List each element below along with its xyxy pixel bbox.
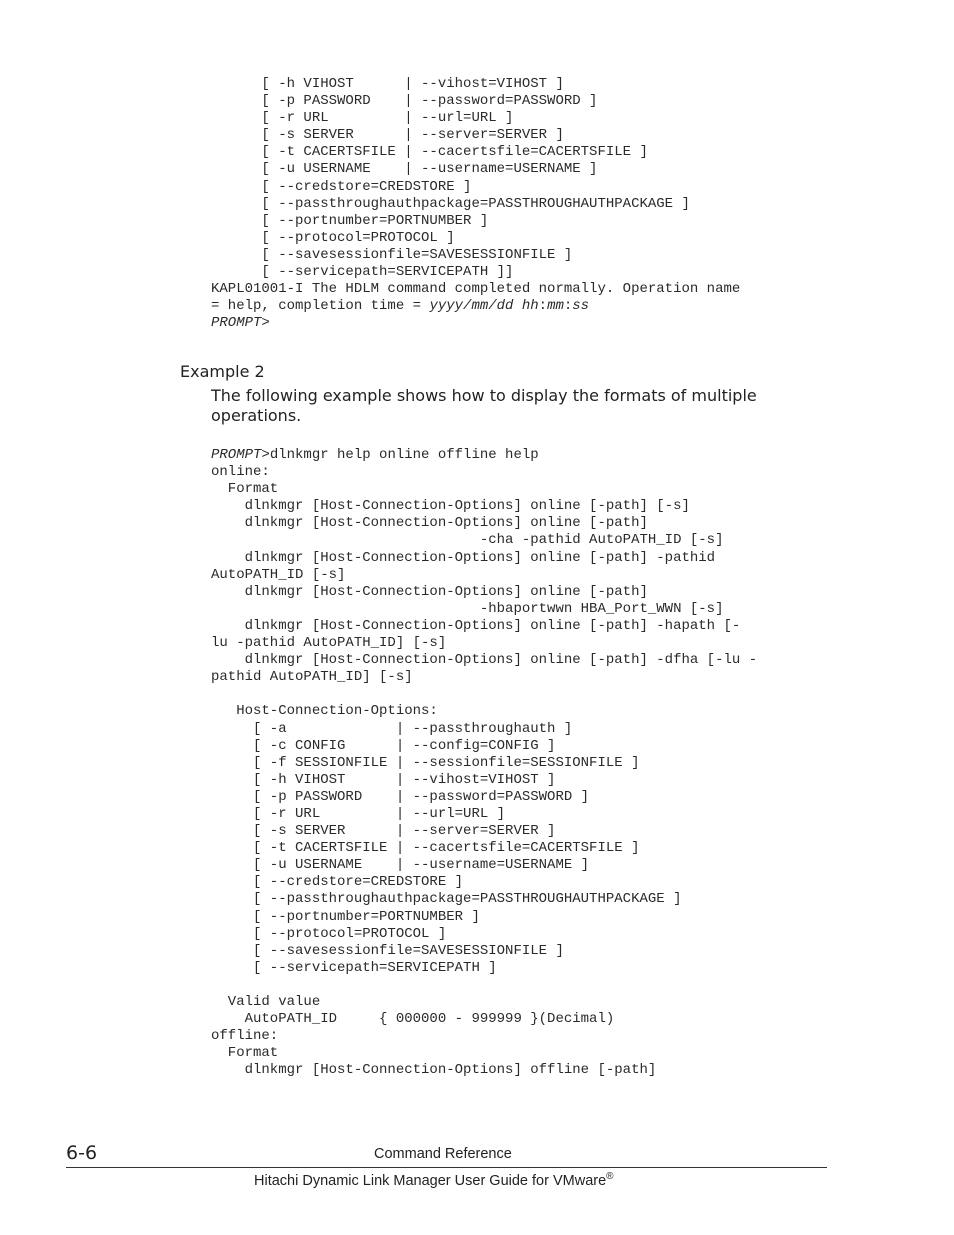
time-separator: : <box>563 298 573 315</box>
page-number: 6-6 <box>66 1142 98 1164</box>
code-line: online: <box>211 464 270 481</box>
code-line: [ -t CACERTSFILE | --cacertsfile=CACERTSFILE ] <box>261 144 648 161</box>
code-line: [ --passthroughauthpackage=PASSTHROUGHAUTHPACKAGE ] <box>253 891 682 908</box>
code-line: dlnkmgr [Host-Connection-Options] online [-path] [-s] <box>244 498 690 515</box>
code-lines <box>211 464 757 1078</box>
code-line: Valid value <box>227 994 321 1010</box>
seconds-placeholder: ss <box>572 298 590 315</box>
code-line: [ -h VIHOST | --vihost=VIHOST ] <box>261 76 564 92</box>
code-line: pathid AutoPATH_ID] [-s] <box>211 669 413 686</box>
code-line: [ --portnumber=PORTNUMBER ] <box>253 908 480 925</box>
code-line: [ -s SERVER | --server=SERVER ] <box>253 823 556 840</box>
code-line: [ --credstore=CREDSTORE ] <box>253 874 464 891</box>
code-line: dlnkmgr [Host-Connection-Options] online [-path] -dfha [-lu - <box>244 652 758 669</box>
code-line: dlnkmgr [Host-Connection-Options] online [-path] -hapath [- <box>244 617 741 634</box>
prompt-placeholder: PROMPT <box>211 447 262 463</box>
code-line: [ -s SERVER | --server=SERVER ] <box>261 127 564 144</box>
code-line: [ --protocol=PROTOCOL ] <box>253 925 447 942</box>
code-line: offline: <box>211 1028 279 1045</box>
prompt-end: > <box>261 315 270 332</box>
code-line: [ -h VIHOST | --vihost=VIHOST ] <box>253 771 556 788</box>
code-line: [ --servicepath=SERVICEPATH ]] <box>261 264 514 281</box>
registered-mark: ® <box>606 1171 614 1182</box>
code-line: [ -c CONFIG | --config=CONFIG ] <box>253 737 556 754</box>
code-line: [ -p PASSWORD | --password=PASSWORD ] <box>261 93 598 110</box>
code-line: [ -t CACERTSFILE | --cacertsfile=CACERTSFILE ] <box>253 840 640 857</box>
code-line: AutoPATH_ID [-s] <box>211 566 346 583</box>
code-line: Format <box>227 1045 279 1062</box>
code-line: [ --passthroughauthpackage=PASSTHROUGHAUTHPACKAGE ] <box>261 195 690 212</box>
code-line: -cha -pathid AutoPATH_ID [-s] <box>479 532 724 549</box>
footer-section-title: Command Reference <box>374 1146 512 1162</box>
code-line: KAPL01001-I The HDLM command completed normally. Operation name <box>211 281 741 298</box>
code-line: Host-Connection-Options: <box>236 703 438 720</box>
code-line: [ -p PASSWORD | --password=PASSWORD ] <box>253 788 590 805</box>
code-line: [ --savesessionfile=SAVESESSIONFILE ] <box>253 942 564 959</box>
code-line: [ --credstore=CREDSTORE ] <box>261 178 472 195</box>
code-line: -hbaportwwn HBA_Port_WWN [-s] <box>479 600 724 617</box>
code-lines <box>211 76 740 297</box>
code-line: [ --savesessionfile=SAVESESSIONFILE ] <box>261 246 573 263</box>
code-line: [ --protocol=PROTOCOL ] <box>261 229 455 246</box>
example-description: The following example shows how to display the formats of multiple operations. <box>211 386 757 425</box>
example-heading: Example 2 <box>180 362 265 381</box>
time-separator: : <box>538 298 548 315</box>
code-line: dlnkmgr [Host-Connection-Options] online [-path] <box>244 515 648 532</box>
code-line: Format <box>227 481 279 498</box>
completion-time-placeholder: yyyy/mm/dd hh <box>429 298 539 315</box>
code-line: [ -f SESSIONFILE | --sessionfile=SESSIONFILE ] <box>253 754 640 771</box>
code-line: [ -a | --passthroughauth ] <box>253 720 573 737</box>
code-line: [ --portnumber=PORTNUMBER ] <box>261 212 489 229</box>
code-line: [ -r URL | --url=URL ] <box>261 110 514 127</box>
command-line: >dlnkmgr help online offline help <box>261 447 539 463</box>
footer-divider <box>66 1167 827 1168</box>
footer-book-title <box>254 1171 614 1189</box>
prompt-placeholder: PROMPT <box>211 315 262 332</box>
code-block-multi-help <box>211 447 757 1079</box>
code-block-help-output <box>211 76 740 332</box>
code-line: [ --servicepath=SERVICEPATH ] <box>253 959 497 976</box>
code-line: AutoPATH_ID { 000000 - 999999 }(Decimal) <box>244 1011 615 1028</box>
minutes-placeholder: mm <box>547 298 564 315</box>
code-line: [ -r URL | --url=URL ] <box>253 805 506 822</box>
book-title: Hitachi Dynamic Link Manager User Guide for VMware <box>254 1172 607 1189</box>
code-line: [ -u USERNAME | --username=USERNAME ] <box>253 857 590 874</box>
completion-prefix: = help, completion time = <box>211 298 430 315</box>
code-line: dlnkmgr [Host-Connection-Options] offline [-path] <box>211 1062 657 1079</box>
code-line: [ -u USERNAME | --username=USERNAME ] <box>261 161 598 178</box>
code-line: lu -pathid AutoPATH_ID] [-s] <box>211 635 447 652</box>
code-line: dlnkmgr [Host-Connection-Options] online [-path] <box>244 583 648 600</box>
code-line: dlnkmgr [Host-Connection-Options] online [-path] -pathid <box>244 549 716 566</box>
